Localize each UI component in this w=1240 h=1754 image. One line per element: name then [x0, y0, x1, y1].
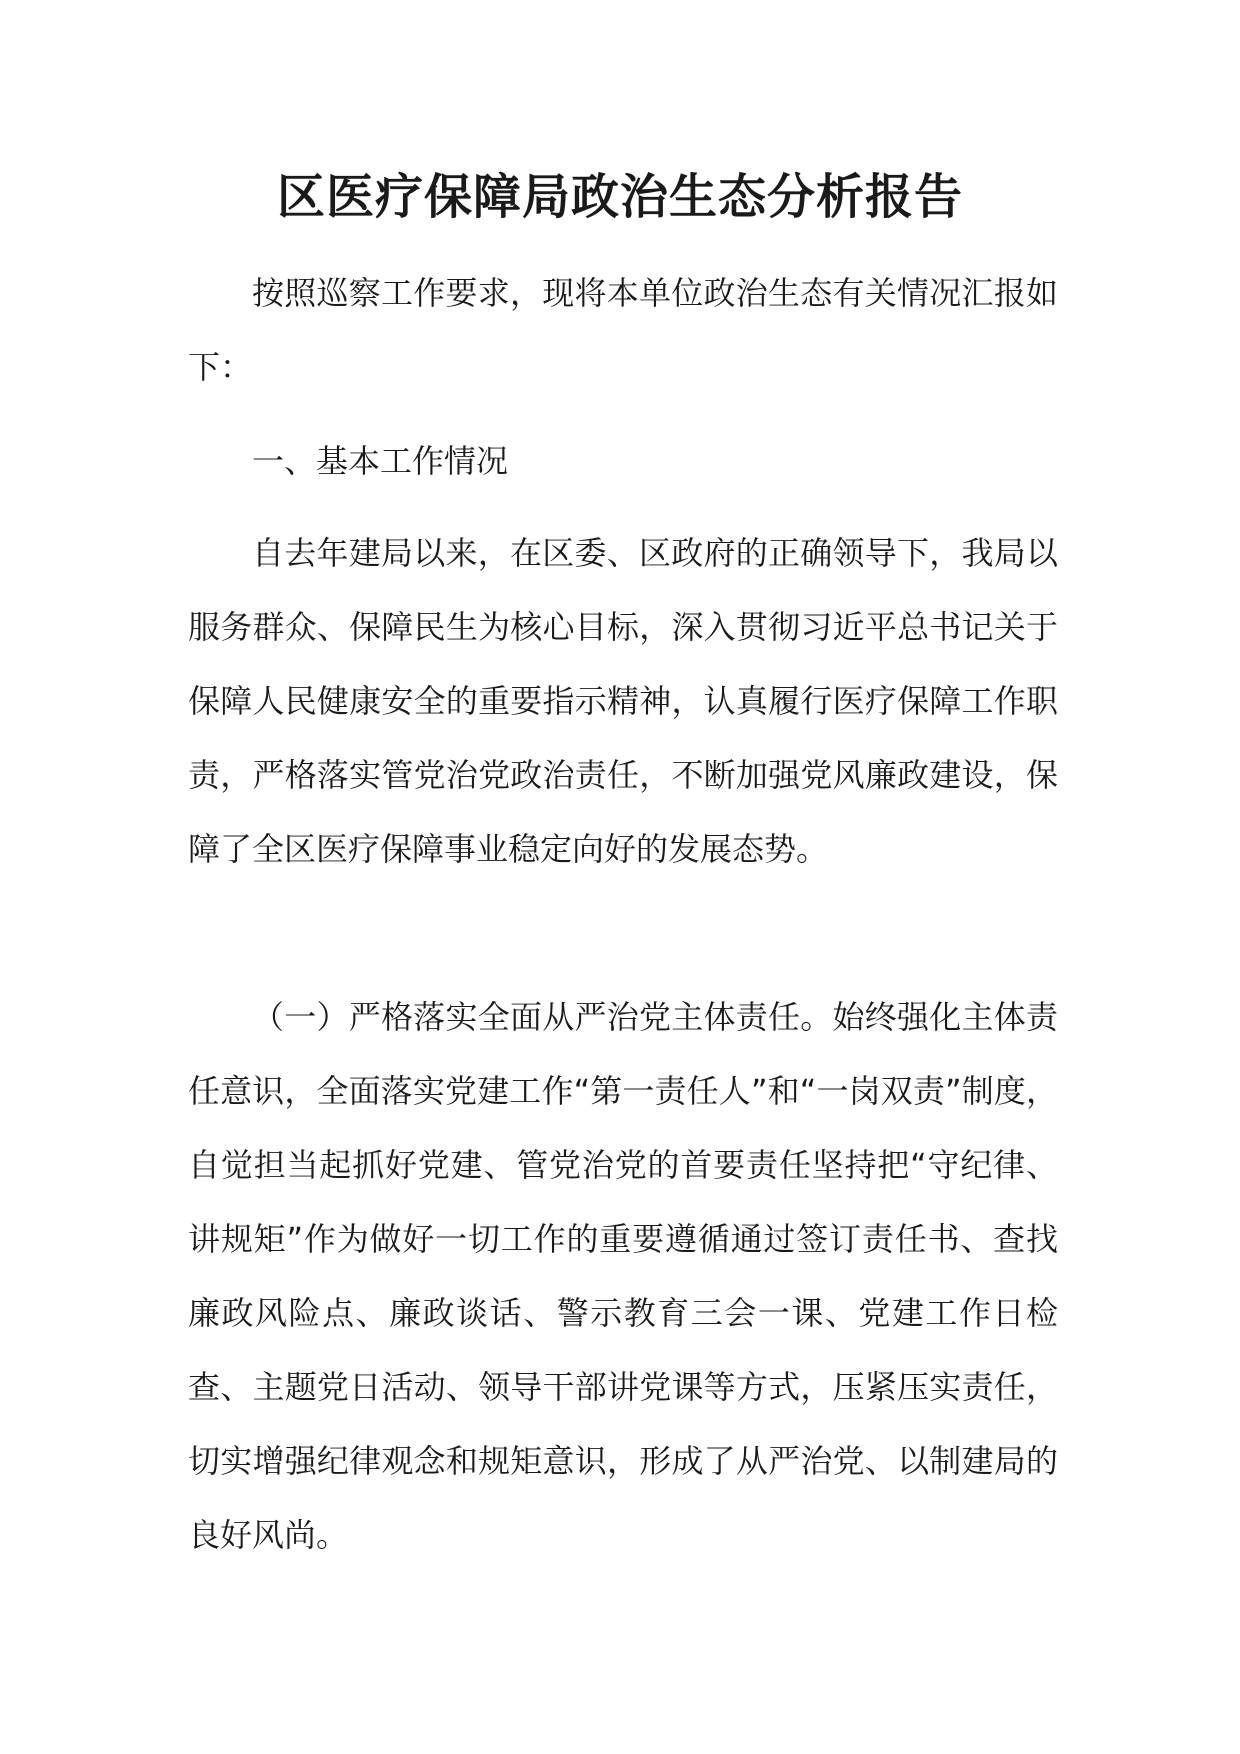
subsection-paragraph: （一）严格落实全面从严治党主体责任。始终强化主体责任意识，全面落实党建工作“第一责任人”和“一岗双责”制度，自觉担当起抓好党建、管党治党的首要责任坚持把“守纪律、讲规矩”作为做好一切工作的重要遵循通过签订责任书、查找廉政风险点、廉政谈话、警示教育三会一课、党建工作日检查、主题党日活动、领导干部讲党课等方式，压紧压实责任，切实增强纪律观念和规矩意识，形成了从严治党、以制建局的良好风尚。: [188, 998, 1058, 1554]
section-heading: 一、基本工作情况: [252, 442, 509, 480]
section-paragraph: 自去年建局以来，在区委、区政府的正确领导下，我局以服务群众、保障民生为核心目标，深入贯彻习近平总书记关于保障人民健康安全的重要指示精神，认真履行医疗保障工作职责，严格落实管党治党政治责任，不断加强党风廉政建设，保障了全区医疗保障事业稳定向好的发展态势。: [188, 534, 1058, 868]
intro-paragraph: 按照巡察工作要求，现将本单位政治生态有关情况汇报如下：: [188, 274, 1058, 386]
document-title: 区医疗保障局政治生态分析报告: [276, 169, 963, 225]
